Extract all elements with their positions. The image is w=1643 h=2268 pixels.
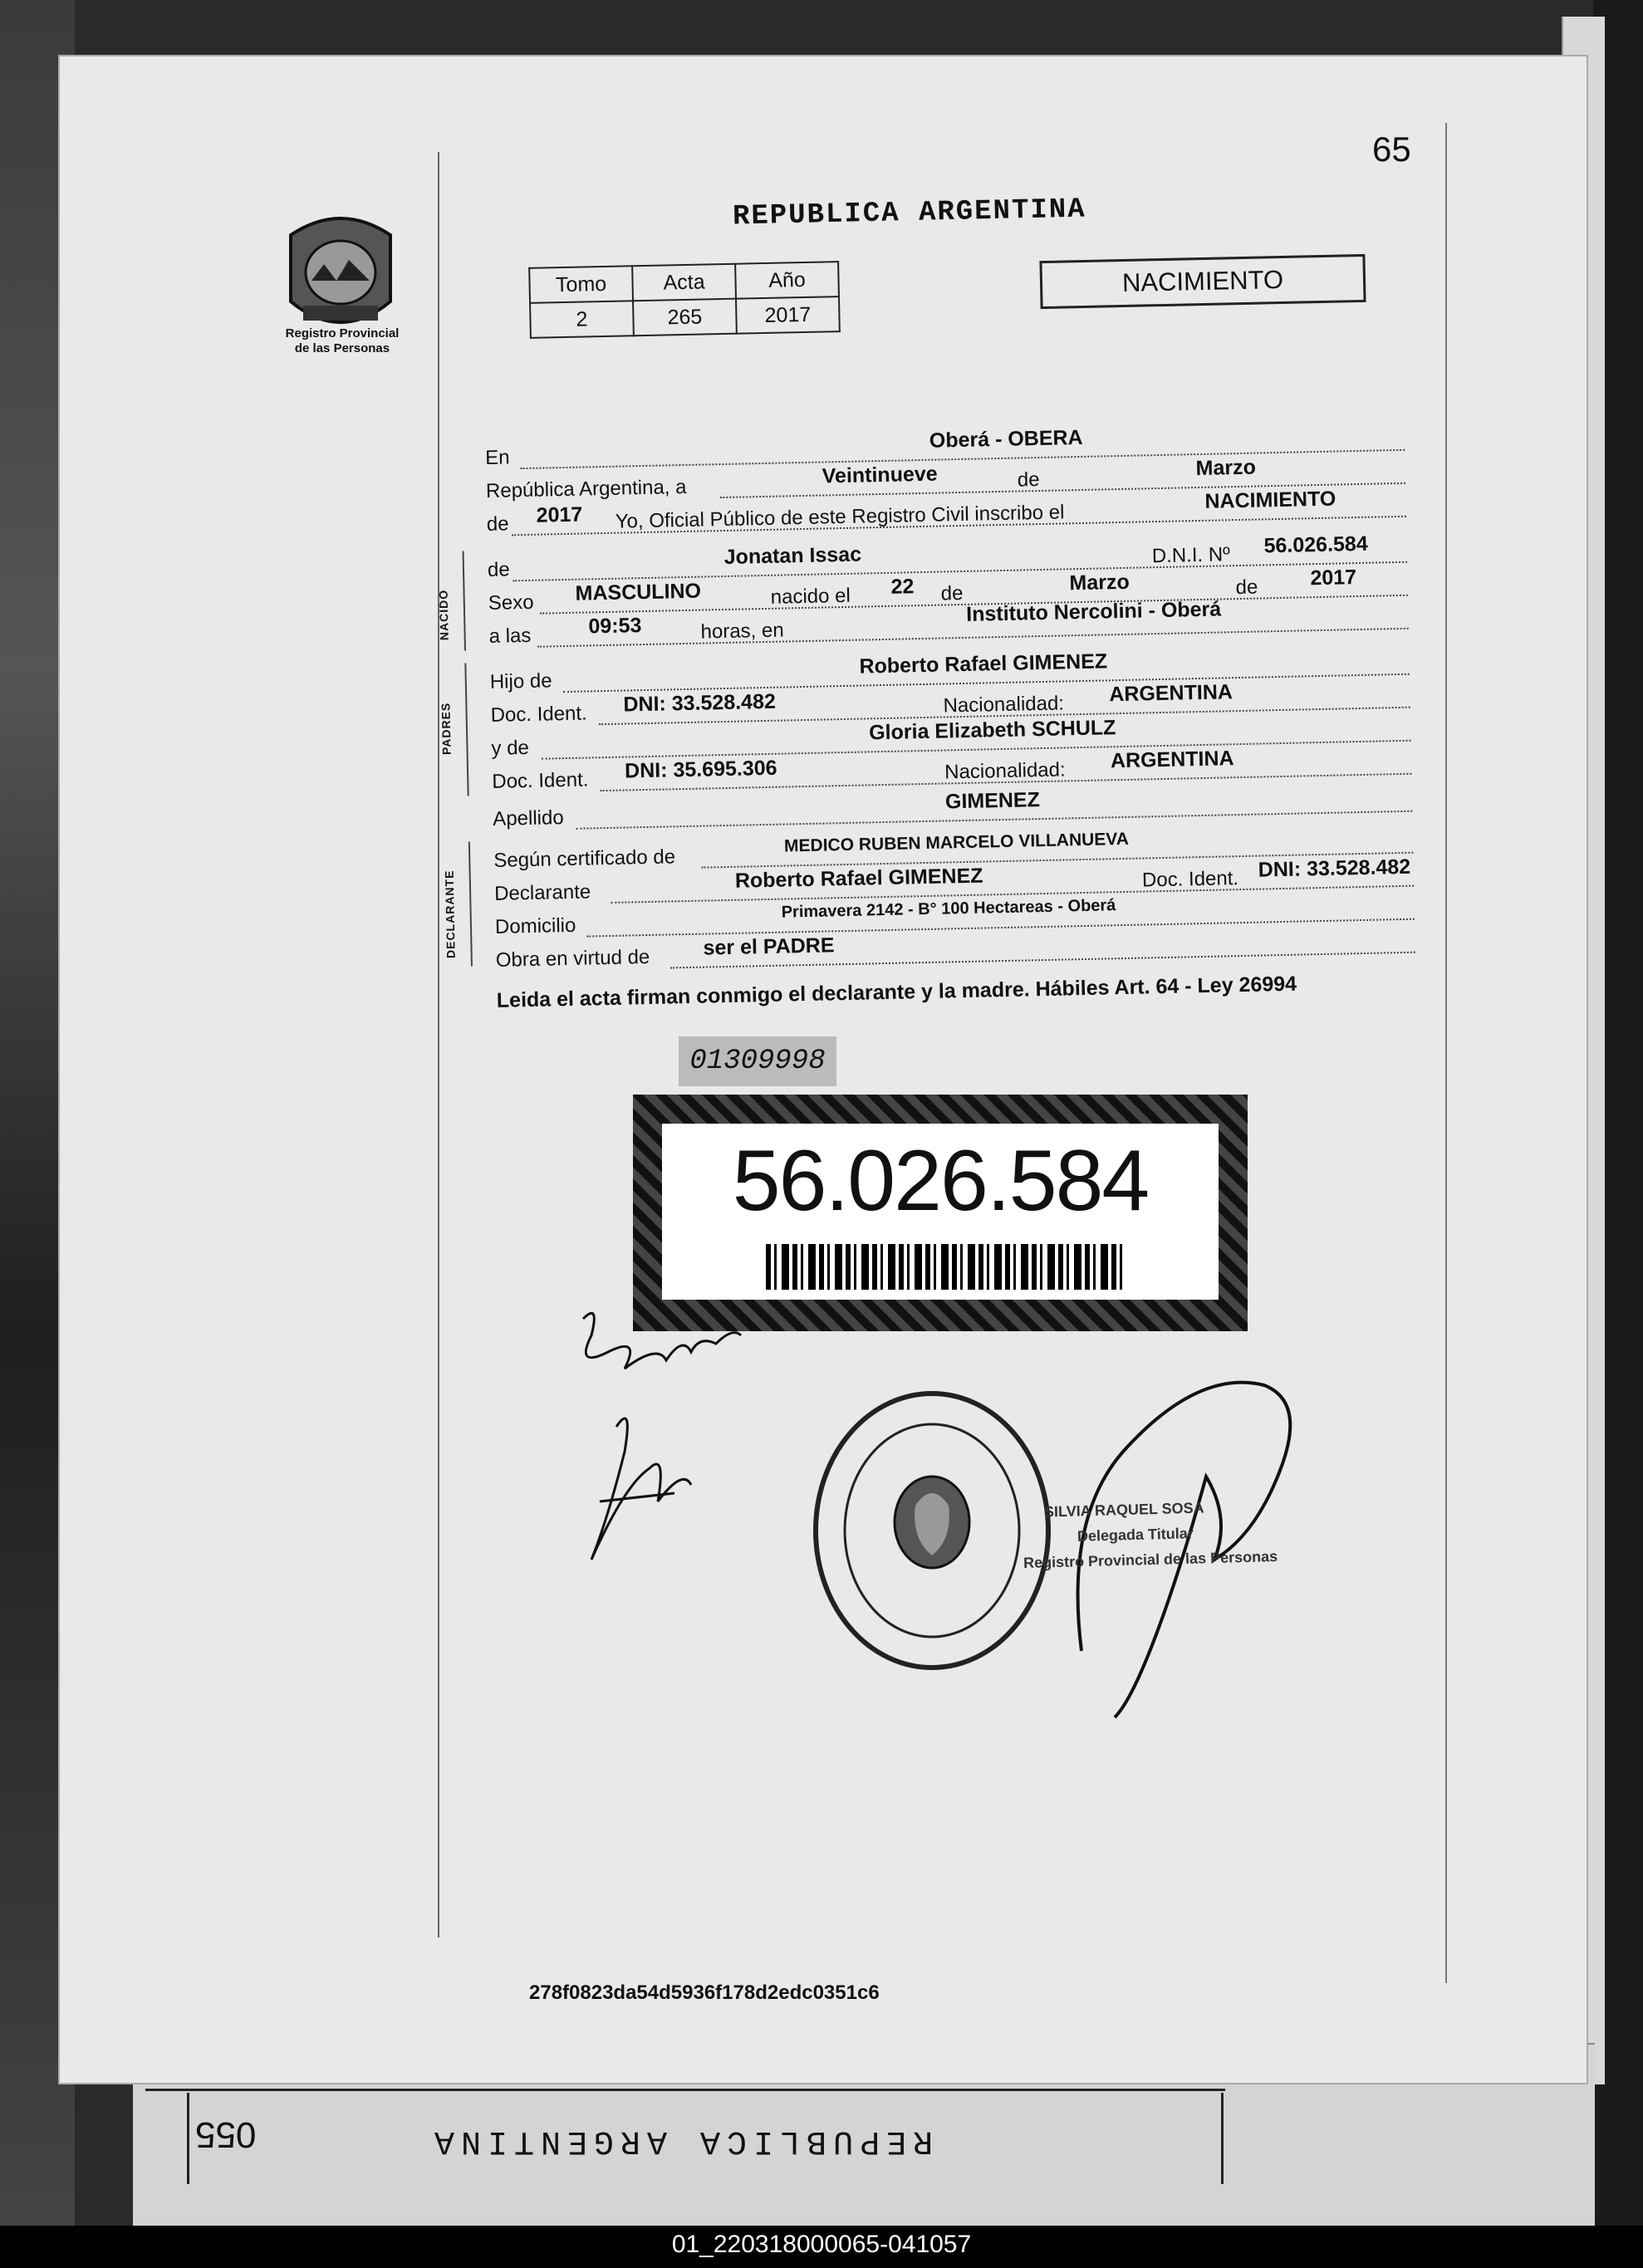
label-nacionalidad: Nacionalidad: [943, 692, 1065, 718]
father-dni: DNI: 33.528.482 [623, 689, 777, 717]
label-doc-ident: Doc. Ident. [1141, 867, 1239, 892]
label-apellido: Apellido [492, 806, 564, 830]
label-y-de: y de [491, 736, 530, 760]
declarant-address: Primavera 2142 - B° 100 Hectareas - Oberá [781, 896, 1116, 922]
section-rule [463, 551, 467, 651]
registry-header-anio: Año [735, 262, 839, 299]
label-sexo: Sexo [488, 590, 534, 615]
surname: GIMENEZ [944, 788, 1041, 814]
label-yo-oficial: Yo, Oficial Público de este Registro Civil inscribo el [615, 501, 1065, 533]
registry-value-acta: 265 [633, 299, 737, 336]
label-segun-certificado: Según certificado de [493, 845, 676, 872]
dni-sticker-number: 56.026.584 [732, 1133, 1149, 1229]
underlying-page-rule [145, 2089, 1225, 2091]
birth-certificate-page [60, 56, 1587, 2083]
child-sex: MASCULINO [575, 579, 702, 605]
registry-year: 2017 [536, 502, 583, 527]
dotted-line [586, 918, 1415, 938]
registry-day: Veintinueve [822, 462, 938, 488]
image-caption: 01_220318000065-041057 [671, 2231, 972, 2258]
registry-header-tomo: Tomo [529, 266, 633, 303]
label-republica: República Argentina, a [485, 475, 687, 502]
birth-month: Marzo [1069, 570, 1130, 595]
closing-note: Leida el acta firman conmigo el declarante y la madre. Hábiles Art. 64 - Ley 26994 [496, 972, 1297, 1012]
declarant-name: Roberto Rafael GIMENEZ [734, 864, 983, 893]
side-label-nacido: NACIDO [436, 589, 451, 641]
mother-name: Gloria Elizabeth SCHULZ [868, 716, 1116, 745]
declarant-signature [525, 1286, 774, 1634]
birth-place: Instituto Nercolini - Oberá [965, 597, 1222, 626]
declarant-dni: DNI: 33.528.482 [1258, 855, 1411, 882]
section-rule [468, 841, 473, 966]
stamp-line: SILVIA RAQUEL SOSA [1043, 1499, 1204, 1521]
inscription-type: NACIMIENTO [1204, 487, 1336, 513]
label-domicilio: Domicilio [494, 914, 576, 938]
certificate-issuer: MEDICO RUBEN MARCELO VILLANUEVA [783, 829, 1130, 856]
declarant-relation: ser el PADRE [703, 933, 835, 960]
registry-table [528, 261, 841, 339]
label-a-las: a las [488, 624, 532, 648]
mother-dni: DNI: 35.695.306 [624, 756, 777, 783]
child-dni: 56.026.584 [1263, 531, 1368, 558]
label-dni: D.N.I. Nº [1151, 543, 1231, 568]
mother-nationality: ARGENTINA [1110, 747, 1234, 773]
emblem-caption [259, 326, 425, 356]
registry-value-anio: 2017 [736, 296, 840, 334]
registry-seal [803, 1381, 1061, 1680]
side-label-declarante: DECLARANTE [442, 869, 458, 959]
label-en: En [484, 446, 510, 469]
label-nacido-el: nacido el [770, 584, 851, 609]
father-nationality: ARGENTINA [1109, 680, 1233, 707]
child-name: Jonatan Issac [723, 542, 862, 569]
underlying-page-title: REPUBLICA ARGENTINA [428, 2122, 934, 2159]
page-number: 65 [1372, 130, 1411, 169]
dotted-line [513, 561, 1407, 582]
document-title: REPUBLICA ARGENTINA [732, 193, 1087, 233]
registry-header-acta: Acta [632, 264, 736, 301]
dni-sticker-label [662, 1124, 1219, 1300]
birth-day: 22 [890, 575, 915, 599]
side-label-padres: PADRES [439, 702, 454, 756]
underlying-page-divider [1221, 2093, 1224, 2184]
label-obra-en-virtud: Obra en virtud de [495, 945, 650, 972]
label-horas-en: horas, en [700, 619, 784, 644]
barcode [766, 1244, 1123, 1290]
label-de: de [1017, 468, 1040, 492]
place-of-registry: Oberá - OBERA [929, 425, 1083, 453]
serial-number: 01309998 [679, 1036, 836, 1086]
label-declarante: Declarante [493, 880, 591, 905]
registry-value-tomo: 2 [530, 301, 634, 338]
registry-month: Marzo [1195, 455, 1257, 481]
label-hijo-de: Hijo de [489, 669, 552, 693]
document-hash: 278f0823da54d5936f178d2edc0351c6 [529, 1981, 880, 2004]
section-rule [464, 664, 468, 796]
act-type-box: NACIMIENTO [1039, 254, 1366, 309]
label-doc-ident: Doc. Ident. [490, 702, 587, 727]
margin-rule [438, 152, 439, 1937]
emblem-caption-line: Registro Provincial [285, 326, 400, 340]
label-de: de [940, 581, 964, 605]
father-name: Roberto Rafael GIMENEZ [859, 649, 1108, 678]
birth-year: 2017 [1310, 566, 1357, 590]
emblem-caption-line: de las Personas [294, 341, 390, 355]
stamp-line: Delegada Titular [1077, 1525, 1194, 1545]
underlying-page-divider [187, 2093, 189, 2184]
label-de: de [487, 558, 510, 581]
label-doc-ident: Doc. Ident. [492, 768, 589, 793]
underlying-page-number: 055 [195, 2114, 257, 2155]
label-de: de [1235, 576, 1258, 600]
label-de: de [486, 512, 509, 536]
birth-hour: 09:53 [588, 614, 642, 639]
stamp-line: Registro Provincial de las Personas [1023, 1547, 1278, 1572]
label-nacionalidad: Nacionalidad: [944, 758, 1066, 784]
dotted-line [537, 628, 1409, 648]
